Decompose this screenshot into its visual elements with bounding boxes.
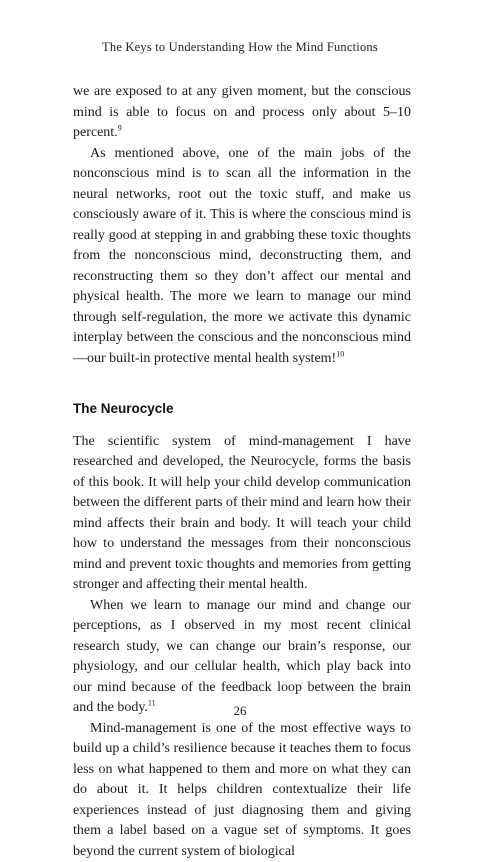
running-head: The Keys to Understanding How the Mind Functions <box>0 40 480 55</box>
paragraph-text: As mentioned above, one of the main jobs of the nonconscious mind is to scan all the information in the neural networks, root out the toxic stuff, and make us consciously aware of it. This is where the conscious mind is really good at stepping in and grabbing these toxic thoughts from the nonconscious mind, deconstructing them, and reconstructing them so they don’t affect our mental and physical health. The more we learn to manage our mind through self-regulation, the more we activate this dynamic interplay between the conscious and the nonconscious mind—our built-in protective mental health system! <box>73 146 411 366</box>
paragraph-text: When we learn to manage our mind and change our perceptions, as I observed in my most recent clinical research study, we can change our brain’s response, our physiology, and our cellular health, which play back into our mind because of the feedback loop between the brain and the body. <box>73 598 411 716</box>
paragraph <box>73 596 411 719</box>
paragraph-text: Mind-management is one of the most effective ways to build up a child’s resilience because it teaches them to focus less on what happened to them and more on what they can do about it. It helps children contextualize their life experiences instead of just diagnosing them and giving them a label based on a vague set of symptoms. It goes beyond the current system of biological <box>73 721 411 859</box>
paragraph <box>73 144 411 370</box>
footnote-ref[interactable]: 11 <box>148 698 156 707</box>
paragraph <box>73 82 411 144</box>
paragraph-text: The scientific system of mind-management I have researched and developed, the Neurocycle, forms the basis of this book. It will help your child develop communication between the different parts of their mind and learn how their mind affects their brain and body. It will teach your child how to understand the messages from their nonconscious mind and prevent toxic thoughts and memories from getting stronger and affecting their mental health. <box>73 434 411 593</box>
paragraph <box>73 432 411 596</box>
section-heading: The Neurocycle <box>73 399 411 420</box>
body-text <box>73 82 411 862</box>
paragraph <box>73 719 411 862</box>
footnote-ref[interactable]: 9 <box>118 123 122 132</box>
paragraph-text: we are exposed to at any given moment, but the conscious mind is able to focus on and process only about 5–10 percent. <box>73 84 411 140</box>
footnote-ref[interactable]: 10 <box>336 349 344 358</box>
page-number: 26 <box>0 703 480 719</box>
